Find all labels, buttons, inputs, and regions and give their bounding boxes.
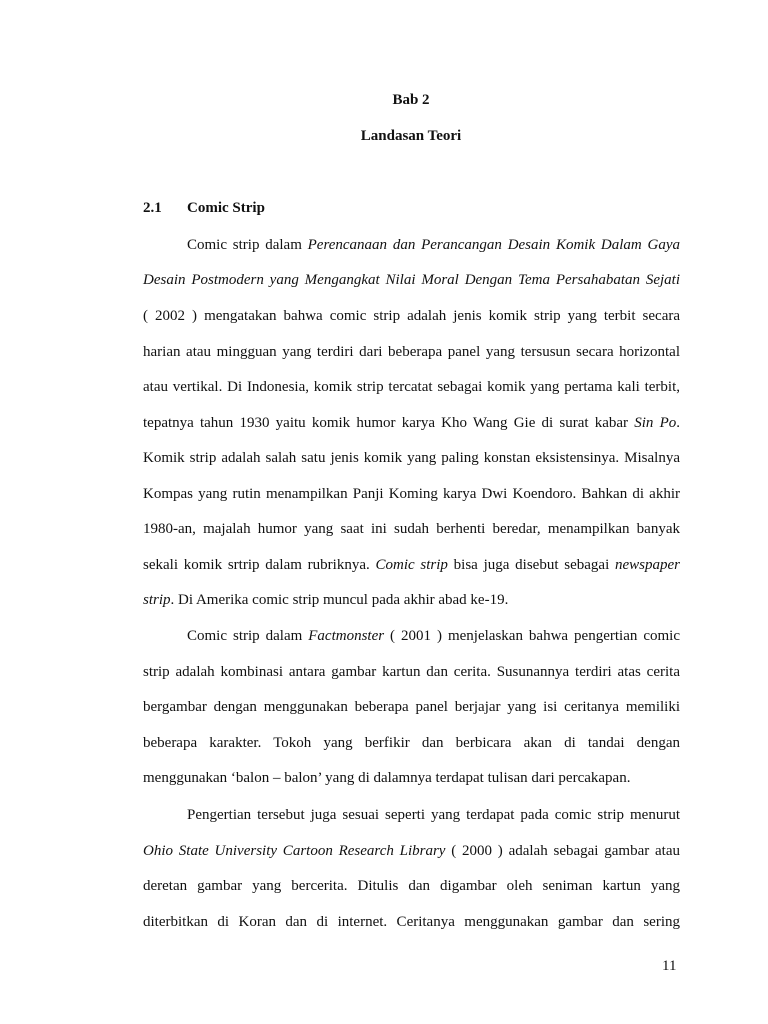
- text-run: ( 2000 ) adalah sebagai gambar atau: [445, 843, 680, 859]
- text-run: Comic strip dalam: [187, 628, 309, 644]
- paragraph-line: strip adalah kombinasi antara gambar kartun dan cerita. Susunannya terdiri atas cerita: [143, 664, 680, 680]
- paragraph-line: diterbitkan di Koran dan di internet. Ceritanya menggunakan gambar dan sering: [143, 914, 680, 930]
- paragraph-line: Pengertian tersebut juga sesuai seperti yang terdapat pada comic strip menurut: [187, 807, 680, 823]
- text-run: .: [676, 415, 680, 431]
- paragraph-line: bergambar dengan menggunakan beberapa panel berjajar yang isi ceritanya memiliki: [143, 699, 680, 715]
- paragraph-line: Komik strip adalah salah satu jenis komik yang paling konstan eksistensinya. Misalnya: [143, 450, 680, 466]
- paragraph-line: [143, 591, 680, 609]
- text-run: Comic strip dalam: [187, 237, 308, 253]
- paragraph-line: harian atau mingguan yang terdiri dari beberapa panel yang tersusun secara horizontal: [143, 344, 680, 360]
- paragraph-line: Kompas yang rutin menampilkan Panji Koming karya Dwi Koendoro. Bahkan di akhir: [143, 486, 680, 502]
- text-run: tepatnya tahun 1930 yaitu komik humor karya Kho Wang Gie di surat kabar: [143, 415, 635, 431]
- paragraph-line: atau vertikal. Di Indonesia, komik strip tercatat sebagai komik yang pertama kali terbit,: [143, 379, 680, 395]
- italic-text: Factmonster: [308, 628, 385, 644]
- italic-text: Sin Po: [634, 415, 677, 431]
- italic-text: Perencanaan dan Perancangan Desain Komik Dalam Gaya: [307, 237, 680, 253]
- paragraph-line: [187, 627, 680, 645]
- paragraph-line: [143, 842, 680, 860]
- section-title: Comic Strip: [187, 200, 265, 216]
- section-heading: [143, 200, 265, 217]
- paragraph-line: [143, 271, 680, 289]
- italic-text: strip: [143, 592, 171, 608]
- text-run: . Di Amerika comic strip muncul pada akhir abad ke-19.: [170, 592, 509, 608]
- paragraph-line: 1980-an, majalah humor yang saat ini sudah berhenti beredar, menampilkan banyak: [143, 521, 680, 537]
- paragraph-line: [143, 414, 680, 432]
- paragraph-line: menggunakan ‘balon – balon’ yang di dalamnya terdapat tulisan dari percakapan.: [143, 770, 631, 786]
- italic-text: newspaper: [615, 557, 680, 573]
- section-number: 2.1: [143, 200, 162, 216]
- italic-text: Comic strip: [375, 557, 448, 573]
- chapter-title: Landasan Teori: [360, 128, 462, 144]
- italic-text: Ohio State University Cartoon Research Library: [143, 843, 446, 859]
- text-run: bisa juga disebut sebagai: [447, 557, 615, 573]
- chapter-label: Bab 2: [392, 92, 430, 108]
- italic-text: Desain Postmodern yang Mengangkat Nilai Moral Dengan Tema Persahabatan Sejati: [143, 272, 680, 288]
- text-run: sekali komik srtrip dalam rubriknya.: [143, 557, 376, 573]
- paragraph-line: beberapa karakter. Tokoh yang berfikir dan berbicara akan di tandai dengan: [143, 735, 680, 751]
- paragraph-line: ( 2002 ) mengatakan bahwa comic strip adalah jenis komik strip yang terbit secara: [143, 308, 680, 324]
- paragraph-line: [187, 236, 680, 254]
- paragraph-line: [143, 556, 680, 574]
- paragraph-line: deretan gambar yang bercerita. Ditulis dan digambar oleh seniman kartun yang: [143, 878, 680, 894]
- text-run: ( 2001 ) menjelaskan bahwa pengertian comic: [384, 628, 680, 644]
- page-number: 11: [662, 958, 677, 974]
